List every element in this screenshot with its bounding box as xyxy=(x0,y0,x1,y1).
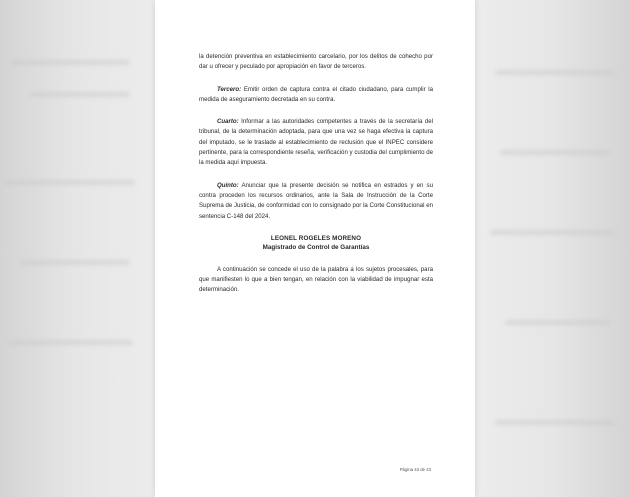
closing-paragraph xyxy=(199,265,433,296)
paragraph-text: Anunciar que la presente decisión se notifica en estrados y en su contra proceden los recursos ordinarios, ante la Sala de Instrucción de la Corte Suprema de Justicia, de conformidad con lo consignado por la Corte Constitucional en sentencia C-148 del 2024. xyxy=(199,181,433,220)
blurred-text-line xyxy=(8,340,133,345)
paragraph-lead: Tercero: xyxy=(217,85,242,93)
blurred-text-line xyxy=(490,230,615,235)
blurred-text-line xyxy=(495,70,615,75)
blurred-text-line xyxy=(30,92,130,97)
blurred-text-line xyxy=(10,60,130,65)
blurred-text-line xyxy=(505,320,610,325)
paragraph-lead: Cuarto: xyxy=(217,118,239,126)
signer-name: LEONEL ROGELES MORENO xyxy=(270,234,362,242)
paragraph-tercero xyxy=(199,85,433,106)
paragraph-text: Emitir orden de captura contra el citado ciudadano, para cumplir la medida de aseguramiento decretada en su contra. xyxy=(199,85,433,103)
document-page xyxy=(155,0,475,497)
blurred-text-line xyxy=(5,180,135,185)
paragraph-text: A continuación se concede el uso de la palabra a los sujetos procesales, para que manifiesten lo que a bien tengan, en relación con la viabilidad de impugnar esta determinación. xyxy=(199,265,433,294)
page-number: Página 43 de 43 xyxy=(399,467,431,472)
blurred-text-line xyxy=(495,420,615,425)
page-content xyxy=(199,52,433,308)
blurred-text-line xyxy=(20,260,130,265)
paragraph-text: la detención preventiva en establecimiento carcelario, por los delitos de cohecho por dar u ofrecer y peculado por apropiación en favor de terceros. xyxy=(199,53,433,71)
paragraph-continuation xyxy=(199,52,433,73)
signer-title: Magistrado de Control de Garantías xyxy=(262,244,370,252)
paragraph-cuarto xyxy=(199,117,433,168)
paragraph-quinto xyxy=(199,181,433,222)
blurred-text-line xyxy=(500,150,610,155)
paragraph-lead: Quinto: xyxy=(217,181,239,189)
paragraph-text: Informar a las autoridades competentes a través de la secretaría del tribunal, de la determinación adoptada, para que una vez se haga efectiva la captura del imputado, se le traslade al establecimiento de reclusión que el INPEC considere pertinente, para la correspondiente reseña, verificación y custodia del cumplimiento de la medida aquí impuesta. xyxy=(199,118,433,167)
signature-block xyxy=(199,234,433,253)
